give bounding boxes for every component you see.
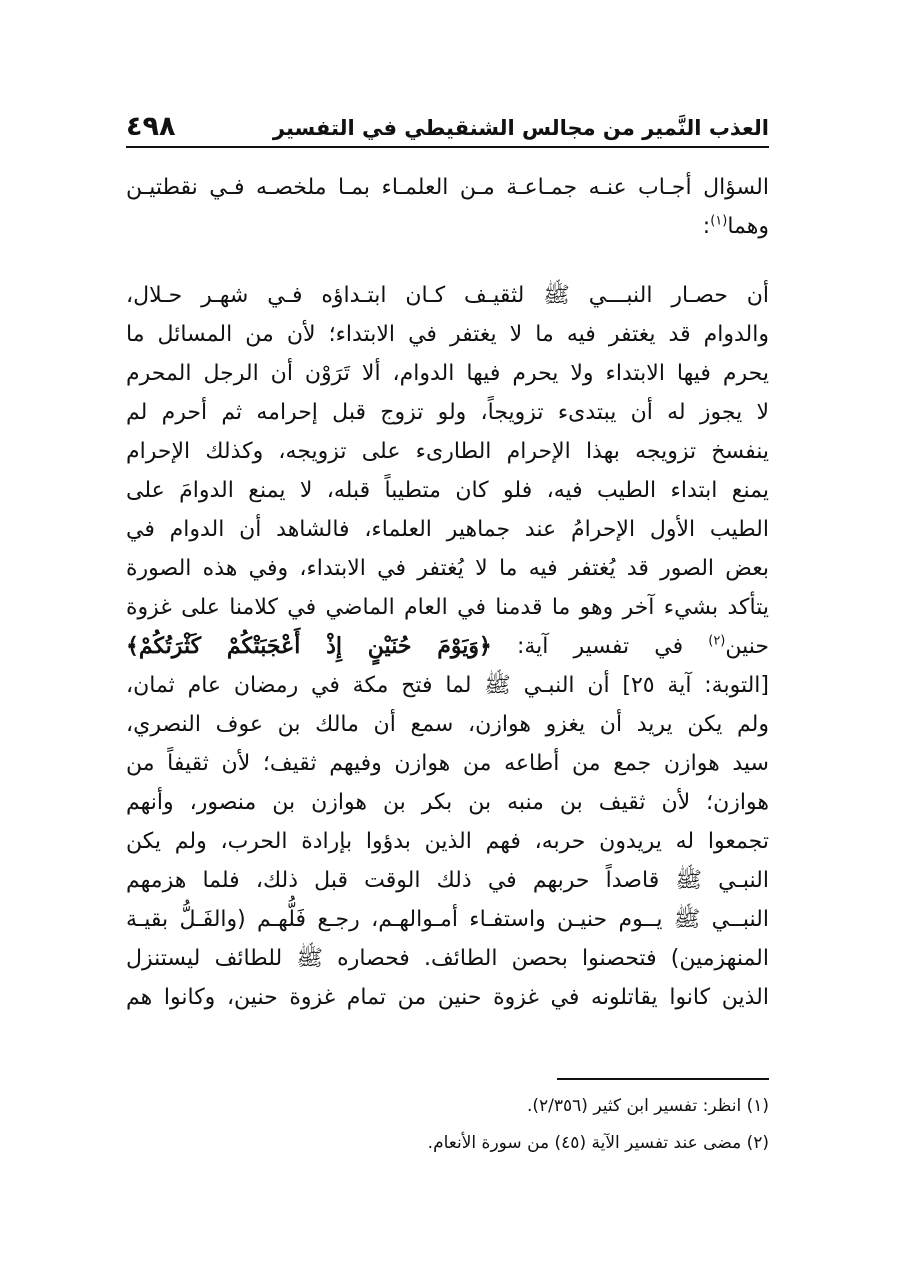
footnotes [126, 1088, 769, 1162]
footnote-divider [557, 1078, 769, 1080]
text-line: سيد هوازن جمع من أطاعه من هوازن وفيهم ثقيف؛ لأن ثقيفاً من [126, 751, 769, 776]
footnote-ref: (١) [710, 213, 728, 229]
text-line: تجمعوا له يريدون حربه، فهم الذين بدؤوا بإرادة الحرب، ولم يكن [126, 829, 769, 854]
text-line: [التوبة: آية ٢٥] أن النبـي ﷺ لما فتح مكة في رمضان عام ثمان، [126, 673, 769, 698]
text-line: بعض الصور قد يُغتفر فيه ما لا يُغتفر في الابتداء، وفي هذه الصورة [126, 556, 769, 581]
text-line: وهما$^{(١)}$: [702, 213, 769, 239]
text-line: يتأكد بشيء آخر وهو ما قدمنا في العام الماضي في كلامنا على غزوة [126, 595, 769, 620]
quran-verse-line: حنين$^{(٢)}$ في تفسير آية: ﴿وَيَوْمَ حُنَيْنٍ إِذْ أَعْجَبَتْكُمْ كَثْرَتُكُمْ﴾ [126, 633, 769, 659]
footnote: (٢) مضى عند تفسير الآية (٤٥) من سورة الأنعام. [427, 1133, 769, 1153]
quran-verse: ﴿وَيَوْمَ حُنَيْنٍ إِذْ أَعْجَبَتْكُمْ كَثْرَتُكُمْ﴾ [126, 633, 492, 659]
text-line: النبـي ﷺ قاصداً حربهم في ذلك الوقت قبل ذلك، فلما هزمهم [126, 868, 769, 893]
text-line: الذين كانوا يقاتلونه في غزوة حنين من تمام غزوة حنين، وكانوا هم [126, 985, 769, 1010]
text-line: لا يجوز له أن يبتدىء تزويجاً، ولو تزوج قبل إحرامه ثم أحرم لم [126, 400, 769, 425]
footnote-ref: (٢) [708, 633, 726, 649]
footnote: (١) انظر: تفسير ابن كثير (٢/٣٥٦). [526, 1096, 769, 1116]
text-line: أن حصـار النبـــي ﷺ لثقيـف كـان ابتـداؤه فـي شهـر حـلال، [126, 283, 769, 308]
text-line: السؤال أجـاب عنـه جمـاعـة مـن العلمـاء بمـا ملخصـه فـي نقطتيـن [126, 175, 769, 200]
text-line: ينفسخ تزويجه بهذا الإحرام الطارىء على تزويجه، وكذلك الإحرام [126, 439, 769, 464]
text-line: يمنع ابتداء الطيب فيه، فلو كان متطيباً قبله، لا يمنع الدوامَ على [126, 478, 769, 503]
text-line: النبــي ﷺ يــوم حنيـن واستفـاء أمـوالهـم، رجـع فَلُّهـم (والفَـلُّ بقيـة [126, 907, 769, 932]
text-line: ولم يكن يريد أن يغزو هوازن، سمع أن مالك بن عوف النصري، [126, 712, 769, 737]
text-line: والدوام قد يغتفر فيه ما لا يغتفر في الابتداء؛ لأن من المسائل ما [126, 322, 769, 347]
page-number: ٤٩٨ [126, 111, 176, 142]
text-line: المنهزمين) فتحصنوا بحصن الطائف. فحصاره ﷺ للطائف ليستنزل [126, 946, 769, 971]
text-line: يحرم فيها الابتداء ولا يحرم فيها الدوام، ألا تَرَوْن أن الرجل المحرم [126, 361, 769, 386]
text-line: هوازن؛ لأن ثقيف بن منبه بن بكر بن هوازن بن منصور، وأنهم [126, 790, 769, 815]
text-line: الطيب الأول الإحرامُ عند جماهير العلماء، فالشاهد أن الدوام في [126, 517, 769, 542]
book-title: العذب النَّمير من مجالس الشنقيطي في التفسير [272, 116, 769, 140]
body-text [126, 168, 769, 1017]
running-header [126, 98, 769, 148]
